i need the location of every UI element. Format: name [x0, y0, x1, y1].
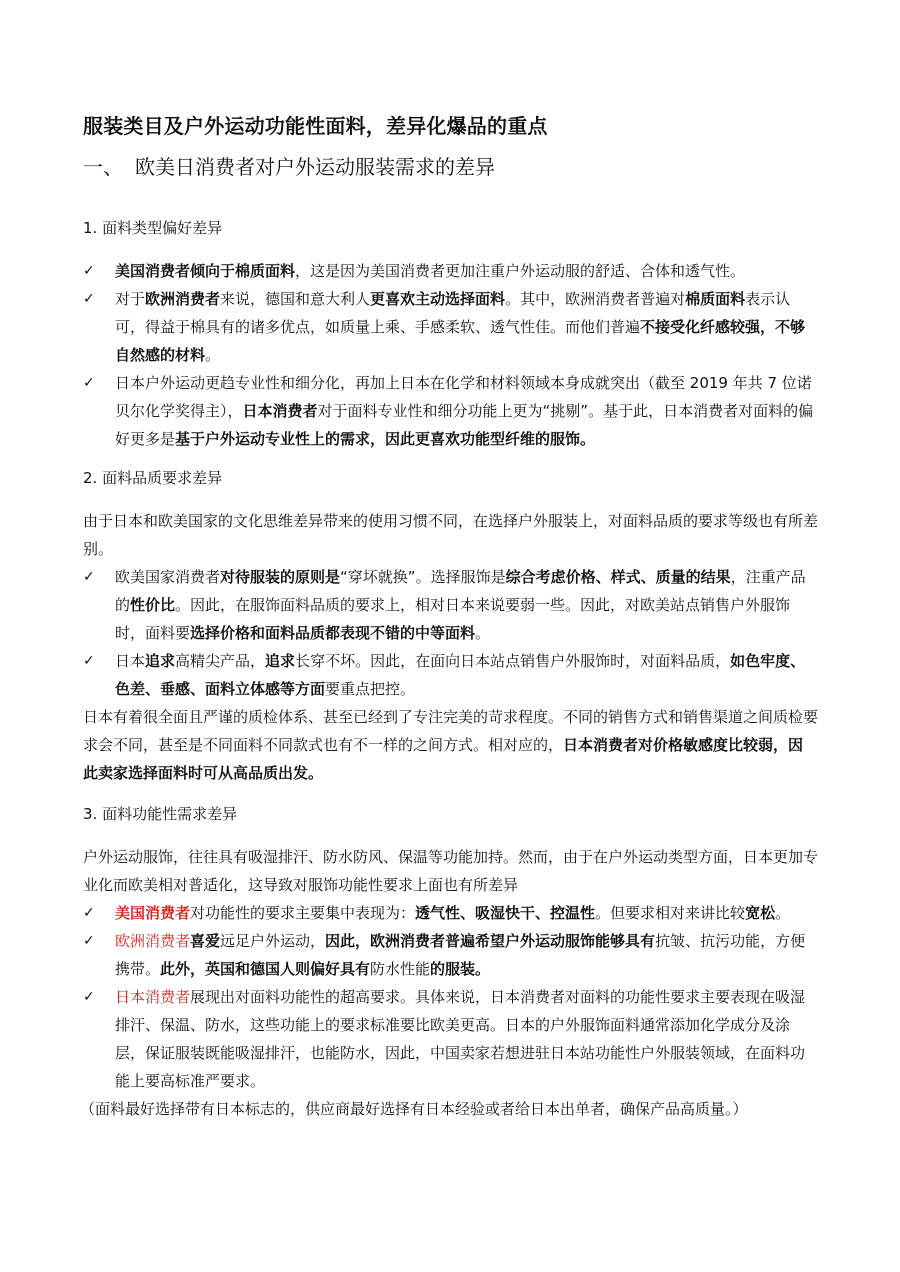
check-mark-icon: ✓	[83, 569, 95, 585]
eu-reject-synthetic: 不接受化纤感较强，不够自然感的材料	[115, 318, 806, 364]
check-mark-icon: ✓	[83, 263, 95, 279]
text-run: 的服装。	[430, 960, 491, 978]
text-run: 高精尖产品，	[175, 652, 266, 670]
heading-fabric-function: 3. 面料功能性需求差异	[83, 805, 238, 823]
jp-consumer-label: 日本消费者	[115, 988, 191, 1006]
cotton-fabric-label: 棉质面料	[685, 290, 746, 308]
check-mark-icon: ✓	[83, 989, 95, 1005]
quality-intro: 由于日本和欧美国家的文化思维差异带来的使用习惯不同，在选择户外服装上，对面料品质的要求等级也有所差别。	[83, 512, 819, 558]
quality-closing	[83, 703, 818, 787]
pursue-label: 追求	[145, 652, 176, 670]
bullet-jp-function	[83, 983, 818, 1095]
text-run: 要重点把控。	[325, 680, 416, 698]
text-run: 来说，德国和意大利人	[220, 290, 371, 308]
us-consumer-label: 美国消费者	[115, 904, 191, 922]
clothing-principle-label: 对待服装的原则是	[220, 568, 341, 586]
section-title-text: 欧美日消费者对户外运动服装需求的差异	[135, 155, 495, 179]
text-run: ，注重产品的	[115, 568, 806, 614]
quality-control-points: 如色牢度、色差、垂感、面料立体感等方面	[115, 652, 806, 698]
supplier-note: （面料最好选择带有日本标志的，供应商最好选择有日本经验或者给日本出单者，确保产品高质量。）	[80, 1100, 748, 1118]
heading-fabric-quality: 2. 面料品质要求差异	[83, 469, 223, 487]
section-title	[83, 153, 818, 181]
us-cotton-preference: 美国消费者倾向于棉质面料	[115, 262, 296, 280]
text-run: 欧美国家消费者	[115, 568, 221, 586]
text-run: 日本户外运动更趋专业性和细分化，再加上日本在化学和材料领域本身成就突出（截至 2019 年共 7 位诺贝尔化学奖得主），	[115, 374, 812, 420]
eu-consumer-label: 欧洲消费者	[115, 932, 191, 950]
us-cotton-reason: ，这是因为美国消费者更加注重户外运动服的舒适、合体和透气性。	[295, 262, 746, 280]
overall-consideration: 综合考虑价格、样式、质量的结果	[505, 568, 731, 586]
page-title: 服装类目及户外运动功能性面料，差异化爆品的重点	[83, 114, 548, 138]
text-run: 防水性能	[370, 960, 431, 978]
like-label: 喜爱	[190, 932, 221, 950]
jp-price-insensitive: 日本消费者对价格敏感度比较弱，因此卖家选择面料时可从高品质出发。	[83, 736, 804, 782]
text-run: 。	[205, 346, 221, 364]
loose-label: 宽松	[745, 904, 776, 922]
bullet-us-function	[83, 899, 818, 927]
text-run: 对功能性的要求主要集中表现为：	[190, 904, 416, 922]
document-body	[80, 112, 819, 1123]
heading-fabric-type: 1. 面料类型偏好差异	[83, 219, 223, 237]
section-number: 一、	[83, 155, 123, 179]
jp-functional-preference: 基于户外运动专业性上的需求，因此更喜欢功能型纤维的服饰。	[175, 430, 596, 448]
text-run: 。	[475, 624, 491, 642]
text-run: 。	[775, 904, 791, 922]
pursue-label: 追求	[265, 652, 296, 670]
text-run: 。因此，在服饰面料品质的要求上，相对日本来说要弱一些。因此，对欧美站点销售户外服饰时，面料要	[115, 596, 791, 642]
us-function-list: 透气性、吸湿快干、控温性	[415, 904, 596, 922]
jp-consumer-label: 日本消费者	[242, 402, 318, 420]
uk-de-preference: 此外，英国和德国人则偏好具有	[160, 960, 371, 978]
text-run: 。其中，欧洲消费者普遍对	[505, 290, 686, 308]
text-run: 对于	[115, 290, 146, 308]
eu-active-choice: 更喜欢主动选择面料	[370, 290, 506, 308]
bullet-eu-us-quality	[83, 563, 818, 647]
text-run: 日本有着很全面且严谨的质检体系、甚至已经到了专注完美的苛求程度。不同的销售方式和销售渠道之间质检要求会不同，甚至是不同面料不同款式也有不一样的之间方式。相对应的，	[83, 708, 819, 754]
eu-function-wish: 因此，欧洲消费者普遍希望户外运动服饰能够具有	[325, 932, 656, 950]
check-mark-icon: ✓	[83, 291, 95, 307]
check-mark-icon: ✓	[83, 375, 95, 391]
check-mark-icon: ✓	[83, 905, 95, 921]
function-intro: 户外运动服饰，往往具有吸湿排汗、防水防风、保温等功能加持。然而，由于在户外运动类型方面，日本更加专业化而欧美相对普适化，这导致对服饰功能性要求上面也有所差异	[83, 848, 819, 894]
bullet-jp-fabric	[83, 369, 818, 453]
eu-consumer-label: 欧洲消费者	[145, 290, 221, 308]
text-run: 抗皱、抗污功能，方便携带。	[115, 932, 806, 978]
text-run: 远足户外运动，	[220, 932, 326, 950]
bullet-jp-quality	[83, 647, 818, 703]
check-mark-icon: ✓	[83, 653, 95, 669]
text-run: 展现出对面料功能性的超高要求。具体来说，日本消费者对面料的功能性要求主要表现在吸湿排汗、保温、防水，这些功能上的要求标准要比欧美更高。日本的户外服饰面料通常添加化学成分及涂层，保证服装既能吸湿排汗，也能防水，因此，中国卖家若想进驻日本站功能性户外服装领域，在面料功能上要高标准严要求。	[115, 988, 806, 1090]
text-run: 表示认可，得益于棉具有的诸多优点，如质量上乘、手感柔软、透气性佳。而他们普遍	[115, 290, 791, 336]
text-run: 对于面料专业性和细分功能上更为“挑剔”。基于此，日本消费者对面料的偏好更多是	[115, 402, 814, 448]
bullet-eu-fabric	[83, 285, 818, 369]
bullet-eu-function	[83, 927, 818, 983]
bullet-us-fabric	[83, 257, 818, 285]
check-mark-icon: ✓	[83, 933, 95, 949]
text-run: 。但要求相对来讲比较	[595, 904, 746, 922]
medium-fabric-advice: 选择价格和面料品质都表现不错的中等面料	[190, 624, 476, 642]
text-run: 长穿不坏。因此，在面向日本站点销售户外服饰时，对面料品质，	[295, 652, 731, 670]
text-run: “穿坏就换”。选择服饰是	[340, 568, 506, 586]
cost-performance-label: 性价比	[130, 596, 176, 614]
text-run: 日本	[115, 652, 146, 670]
